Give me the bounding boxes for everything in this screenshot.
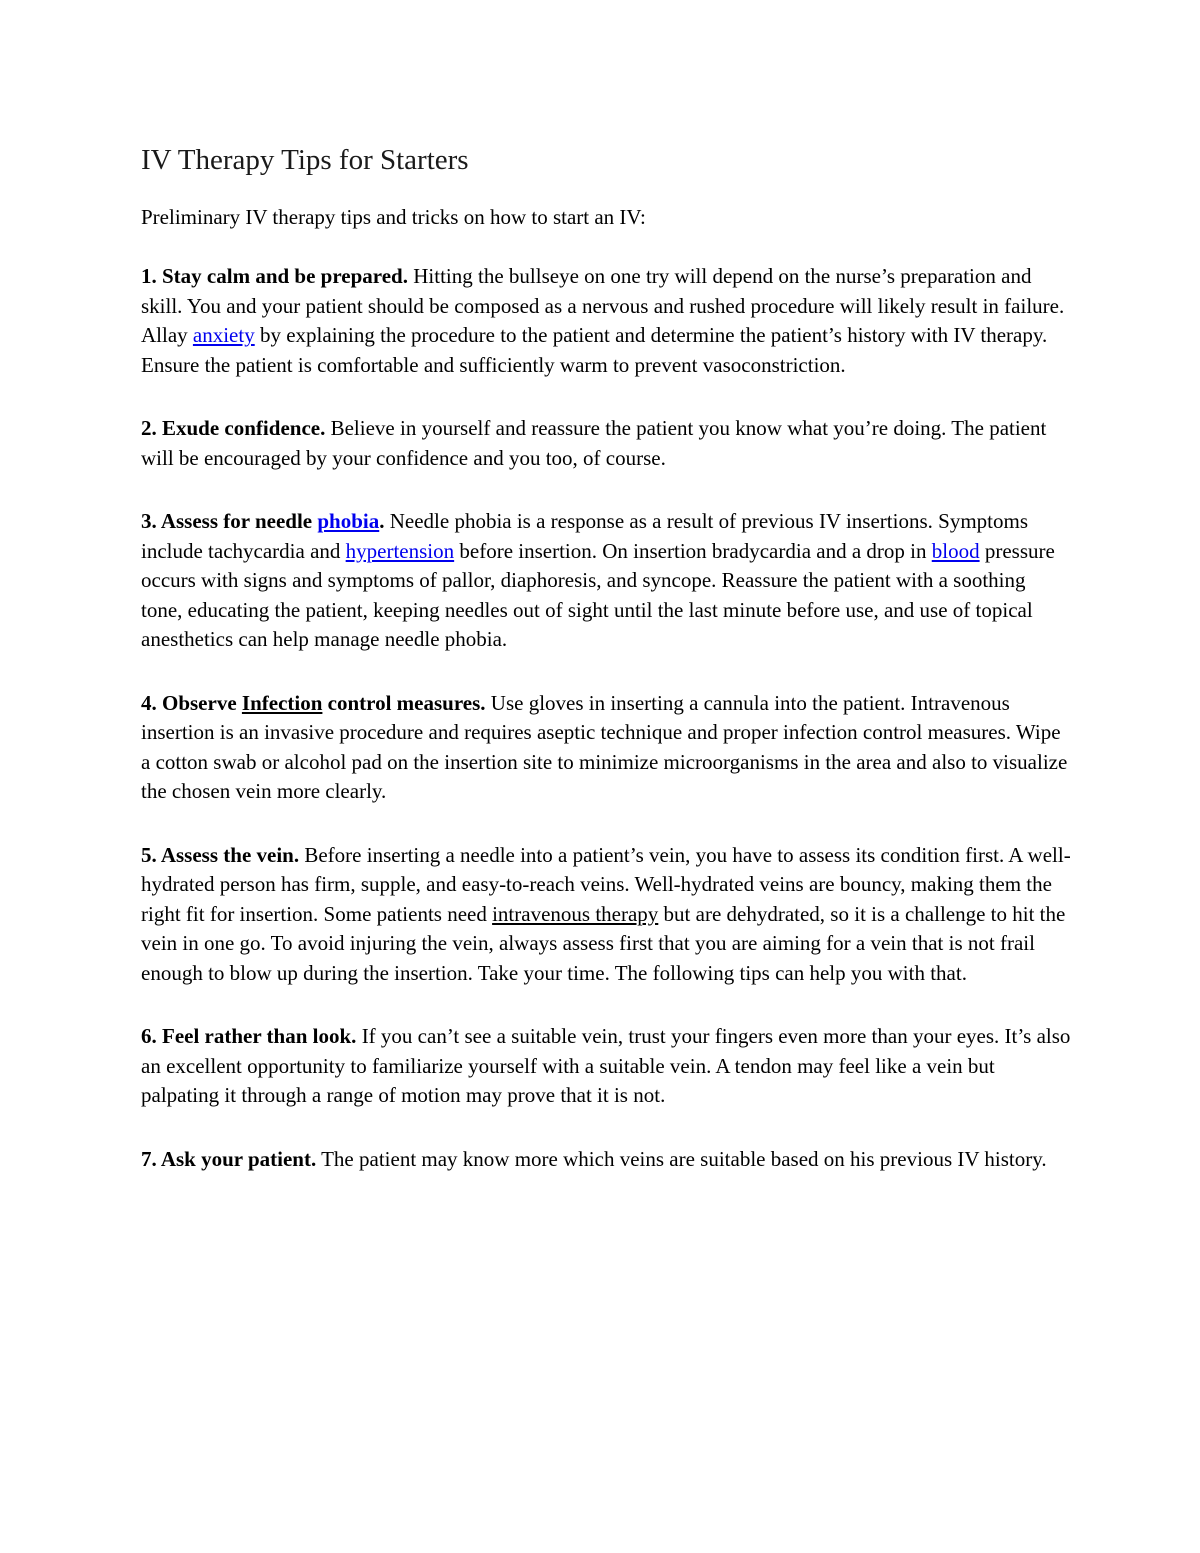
- tip-5-text-a: Before inserting a needle into a patient’s vein, you have to assess its condition first. A well-hydrated person has firm, supple, and easy-to-reach veins. Well-hydrated veins are bouncy, making them the right fit for insertion. Some patients need: [141, 842, 1071, 926]
- tip-2-heading: 2. Exude confidence.: [141, 416, 326, 440]
- tip-7-heading: 7. Ask your patient.: [141, 1146, 317, 1171]
- tip-7-text: The patient may know more which veins are suitable based on his previous IV history.: [316, 1146, 1047, 1171]
- tip-1-text-b: by explaining the procedure to the patient and determine the patient’s history with IV therapy. Ensure the patient is comfortable and sufficiently warm to prevent vasoconstriction.: [141, 323, 1048, 377]
- tip-4: [141, 689, 1071, 807]
- hypertension-link[interactable]: hypertension: [345, 538, 455, 563]
- tip-1-heading: 1. Stay calm and be prepared.: [141, 264, 408, 288]
- tip-5-text-b: but are dehydrated, so it is a challenge to hit the vein in one go. To avoid injuring the vein, always assess first that you are aiming for a vein that is not frail enough to blow up during the insertion. Take your time. The following tips can help you with that.: [141, 901, 1066, 985]
- tip-3-text-b: before insertion. On insertion bradycardia and a drop in: [454, 538, 932, 563]
- tip-3-heading-b: .: [379, 509, 385, 533]
- tip-5-heading: 5. Assess the vein.: [141, 842, 300, 867]
- anxiety-link[interactable]: anxiety: [192, 323, 255, 347]
- document-page: [141, 138, 1071, 1208]
- tip-3-heading-a: 3. Assess for needle: [141, 509, 318, 533]
- tip-7: [141, 1145, 1071, 1175]
- tip-4-heading-a: 4. Observe: [141, 690, 242, 715]
- phobia-link[interactable]: phobia: [317, 509, 380, 533]
- tip-1-text-a: Hitting the bullseye on one try will depend on the nurse’s preparation and skill. You and your patient should be composed as a nervous and rushed procedure will likely result in failure. Allay: [141, 264, 1065, 347]
- tip-6-heading: 6. Feel rather than look.: [141, 1024, 357, 1048]
- tip-6-text: If you can’t see a suitable vein, trust your fingers even more than your eyes. It’s also an excellent opportunity to familiarize yourself with a suitable vein. A tendon may feel like a vein but palpating it through a range of motion may prove that it is not.: [141, 1024, 1071, 1107]
- tip-6: [141, 1022, 1071, 1111]
- tip-3-text-c: pressure occurs with signs and symptoms of pallor, diaphoresis, and syncope. Reassure the patient with a soothing tone, educating the patient, keeping needles out of sight until the last minute before use, and use of topical anesthetics can help manage needle phobia.: [141, 538, 1055, 651]
- tip-4-text: Use gloves in inserting a cannula into the patient. Intravenous insertion is an invasive procedure and requires aseptic technique and proper infection control measures. Wipe a cotton swab or alcohol pad on the insertion site to minimize microorganisms in the area and also to visualize the chosen vein more clearly.: [141, 690, 1068, 803]
- tip-1: [141, 262, 1071, 380]
- intro-paragraph: Preliminary IV therapy tips and tricks on how to start an IV:: [141, 205, 646, 229]
- infection-link[interactable]: Infection: [241, 690, 323, 715]
- tip-5: [141, 841, 1071, 989]
- intravenous-therapy-link[interactable]: intravenous therapy: [492, 901, 659, 926]
- tip-4-heading-b: control measures.: [322, 690, 486, 715]
- tip-3: [141, 507, 1071, 655]
- page-title: IV Therapy Tips for Starters: [141, 144, 469, 176]
- tip-2-text: Believe in yourself and reassure the patient you know what you’re doing. The patient will be encouraged by your confidence and you too, of course.: [141, 416, 1047, 470]
- tip-2: [141, 414, 1071, 473]
- tip-3-text-a: Needle phobia is a response as a result of previous IV insertions. Symptoms include tachycardia and: [141, 509, 1028, 563]
- blood-link[interactable]: blood: [931, 538, 980, 563]
